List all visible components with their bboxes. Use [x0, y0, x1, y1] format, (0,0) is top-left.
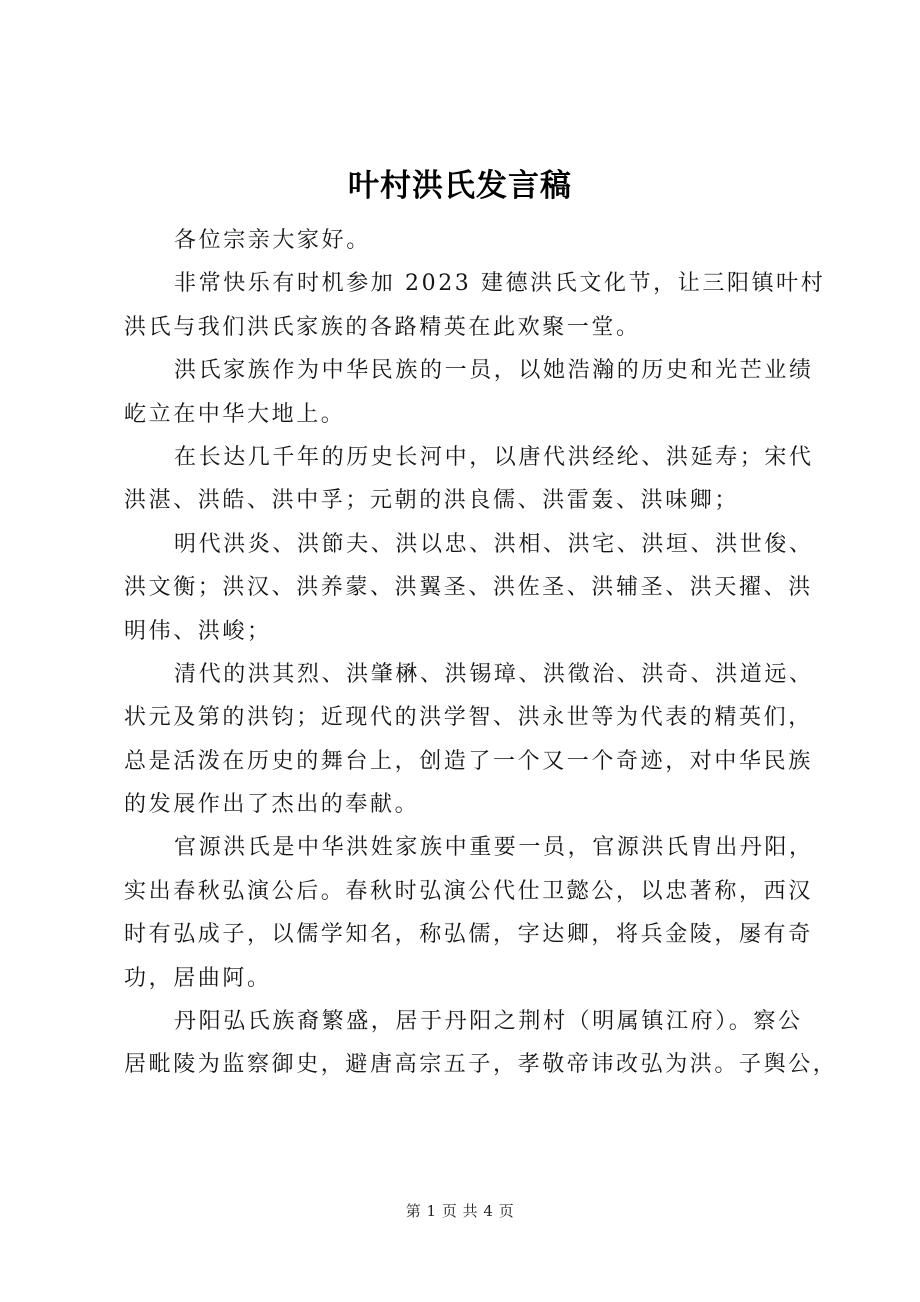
paragraph-line: 实出春秋弘演公后。春秋时弘演公代仕卫懿公，以忠著称，西汉 [124, 878, 813, 904]
page-indicator: 第 1 页 共 4 页 [405, 1202, 515, 1220]
document-title: 叶村洪氏发言稿 [348, 168, 572, 204]
paragraph-line: 的发展作出了杰出的奉献。 [124, 792, 420, 818]
paragraph-line: 明代洪炎、洪節夫、洪以忠、洪相、洪宅、洪垣、洪世俊、 [174, 531, 814, 557]
paragraph-line: 洪湛、洪皓、洪中孚；元朝的洪良儒、洪雷轰、洪味卿； [124, 488, 740, 514]
paragraph-line: 屹立在中华大地上。 [124, 401, 346, 427]
paragraph-line: 官源洪氏是中华洪姓家族中重要一员，官源洪氏胄出丹阳， [174, 835, 814, 861]
paragraph-line: 丹阳弘氏族裔繁盛，居于丹阳之荆村（明属镇江府）。察公 [174, 1009, 803, 1035]
paragraph-line: 洪文衡；洪汉、洪养蒙、洪翼圣、洪佐圣、洪辅圣、洪天擢、洪 [124, 575, 813, 601]
paragraph-line: 明伟、洪峻； [124, 618, 272, 644]
paragraph-line: 总是活泼在历史的舞台上，创造了一个又一个奇迹，对中华民族 [124, 748, 813, 774]
paragraph-line: 时有弘成子，以儒学知名，称弘儒，字达卿，将兵金陵，屡有奇 [124, 922, 813, 948]
paragraph-line: 洪氏与我们洪氏家族的各路精英在此欢聚一堂。 [124, 314, 641, 340]
paragraph-line: 居毗陵为监察御史，避唐高宗五子，孝敬帝讳改弘为洪。子舆公， [124, 1052, 838, 1078]
paragraph-line: 功，居曲阿。 [124, 965, 272, 991]
paragraph-line: 各位宗亲大家好。 [174, 228, 371, 253]
paragraph-line: 在长达几千年的历史长河中，以唐代洪经纶、洪延寿；宋代 [174, 444, 814, 470]
document-body [124, 222, 838, 1090]
paragraph-line: 状元及第的洪钧；近现代的洪学智、洪永世等为代表的精英们， [124, 705, 813, 731]
paragraph-line: 洪氏家族作为中华民族的一员，以她浩瀚的历史和光芒业绩 [174, 358, 814, 384]
paragraph-line: 清代的洪其烈、洪肇楙、洪锡璋、洪徵治、洪奇、洪道远、 [174, 661, 814, 687]
paragraph-line: 非常快乐有时机参加 2023 建德洪氏文化节，让三阳镇叶村 [174, 271, 826, 297]
